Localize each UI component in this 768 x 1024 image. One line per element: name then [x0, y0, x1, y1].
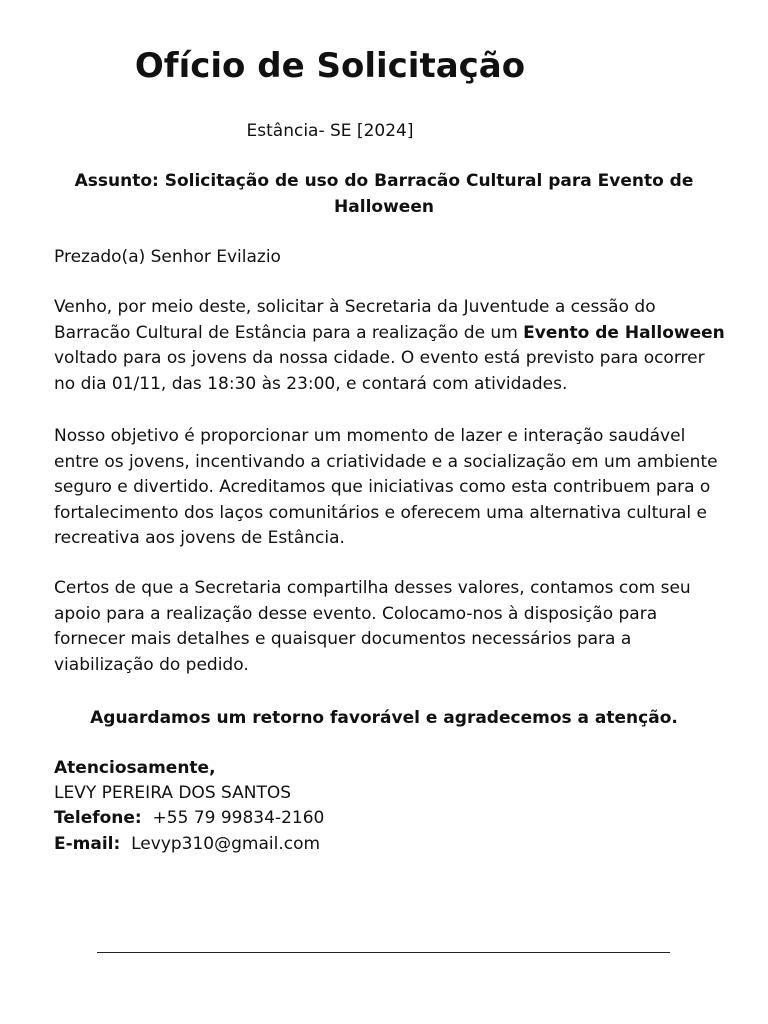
closing-line: Aguardamos um retorno favorável e agradecemos a atenção. [90, 708, 678, 728]
phone-value: +55 79 99834-2160 [152, 808, 325, 828]
paragraph-request-text-end: voltado para os jovens da nossa cidade. O evento está previsto para ocorrer no dia 01/11, das 18:30 às 23:00, e contará com atividades. [54, 348, 705, 394]
paragraph-support: Certos de que a Secretaria compartilha desses valores, contamos com seu apoio para a realização desse evento. Colocamo-nos à disposição para fornecer mais detalhes e quaisquer documentos necessários para a viabilização do pedido. [54, 578, 691, 675]
paragraph-request [54, 295, 729, 397]
greeting: Prezado(a) Senhor Evilazio [54, 247, 281, 267]
phone-label: Telefone: [54, 808, 142, 828]
event-name-bold: Evento de Halloween [523, 322, 725, 343]
email-value: Levyp310@gmail.com [131, 834, 321, 854]
document-title: Ofício de Solicitação [134, 46, 526, 86]
signature-email [54, 832, 320, 858]
email-label: E-mail: [54, 834, 121, 854]
signature-phone [54, 806, 324, 832]
place-date: Estância- SE [2024] [246, 121, 414, 141]
subject-line: Assunto: Solicitação de uso do Barracão Cultural para Evento de Halloween [74, 171, 694, 217]
paragraph-request-text-start: Venho, por meio deste, solicitar à Secretaria da Juventude a cessão do Barracão Cultural de Estância para a realização de um [54, 297, 656, 343]
signature-name: LEVY PEREIRA DOS SANTOS [54, 783, 292, 803]
paragraph-objective: Nosso objetivo é proporcionar um momento de lazer e interação saudável entre os jovens, incentivando a criatividade e a socialização em um ambiente seguro e divertido. Acreditamos que iniciativas como esta contribuem para o fortalecimento dos laços comunitários e oferecem uma alternativa cultural e recreativa aos jovens de Estância. [54, 426, 718, 548]
signature-salutation: Atenciosamente, [54, 758, 216, 778]
signature-line-divider [97, 952, 670, 953]
